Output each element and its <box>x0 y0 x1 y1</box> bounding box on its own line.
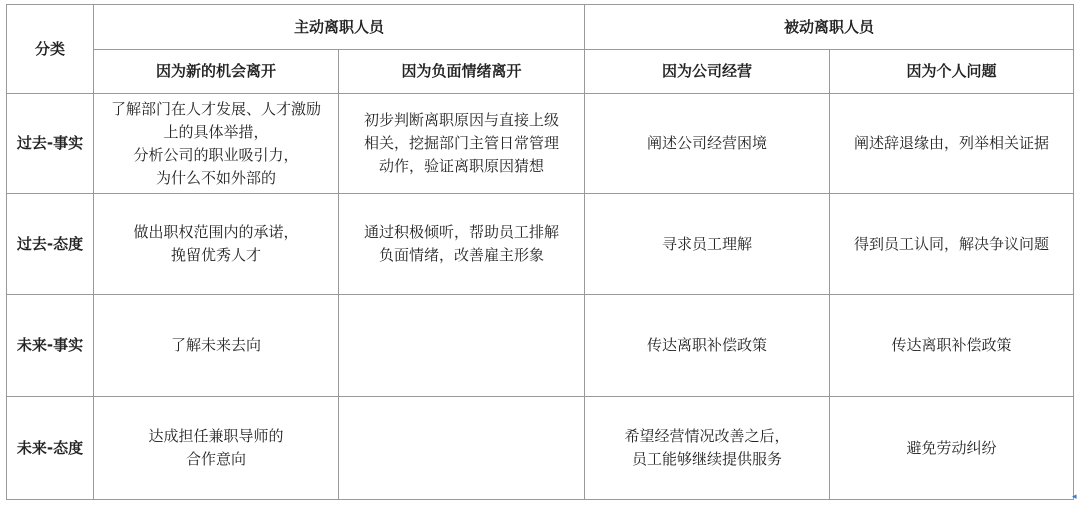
table-cell: 了解部门在人才发展、人才激励 上的具体举措， 分析公司的职业吸引力， 为什么不如外部的 <box>94 94 339 194</box>
table-cell: 达成担任兼职导师的 合作意向 <box>94 397 339 500</box>
table-row <box>7 194 1074 295</box>
table-row <box>7 295 1074 397</box>
column-header-company-operations: 因为公司经营 <box>585 50 830 94</box>
resignation-table <box>6 4 1074 500</box>
table-cell: 传达离职补偿政策 <box>585 295 830 397</box>
table-cell: 寻求员工理解 <box>585 194 830 295</box>
table-cell: 了解未来去向 <box>94 295 339 397</box>
table-cell: 避免劳动纠纷 <box>830 397 1074 500</box>
row-label: 未来-态度 <box>7 397 94 500</box>
caret-left-icon: ◂ <box>1072 492 1077 502</box>
table-cell: 阐述辞退缘由，列举相关证据 <box>830 94 1074 194</box>
column-header-new-opportunity: 因为新的机会离开 <box>94 50 339 94</box>
table-cell: 传达离职补偿政策 <box>830 295 1074 397</box>
category-header: 分类 <box>7 5 94 94</box>
table-cell: 阐述公司经营困境 <box>585 94 830 194</box>
table-cell-empty <box>339 295 585 397</box>
table-cell: 初步判断离职原因与直接上级 相关，挖掘部门主管日常管理 动作，验证离职原因猜想 <box>339 94 585 194</box>
table-cell: 得到员工认同，解决争议问题 <box>830 194 1074 295</box>
column-header-personal-issues: 因为个人问题 <box>830 50 1074 94</box>
row-label: 过去-事实 <box>7 94 94 194</box>
row-label: 未来-事实 <box>7 295 94 397</box>
group-header-voluntary: 主动离职人员 <box>94 5 585 50</box>
table-cell: 通过积极倾听，帮助员工排解 负面情绪，改善雇主形象 <box>339 194 585 295</box>
table-cell: 希望经营情况改善之后， 员工能够继续提供服务 <box>585 397 830 500</box>
column-header-negative-emotion: 因为负面情绪离开 <box>339 50 585 94</box>
table-cell-empty <box>339 397 585 500</box>
row-label: 过去-态度 <box>7 194 94 295</box>
table-row <box>7 397 1074 500</box>
group-header-involuntary: 被动离职人员 <box>585 5 1074 50</box>
table-cell: 做出职权范围内的承诺， 挽留优秀人才 <box>94 194 339 295</box>
table-row <box>7 94 1074 194</box>
